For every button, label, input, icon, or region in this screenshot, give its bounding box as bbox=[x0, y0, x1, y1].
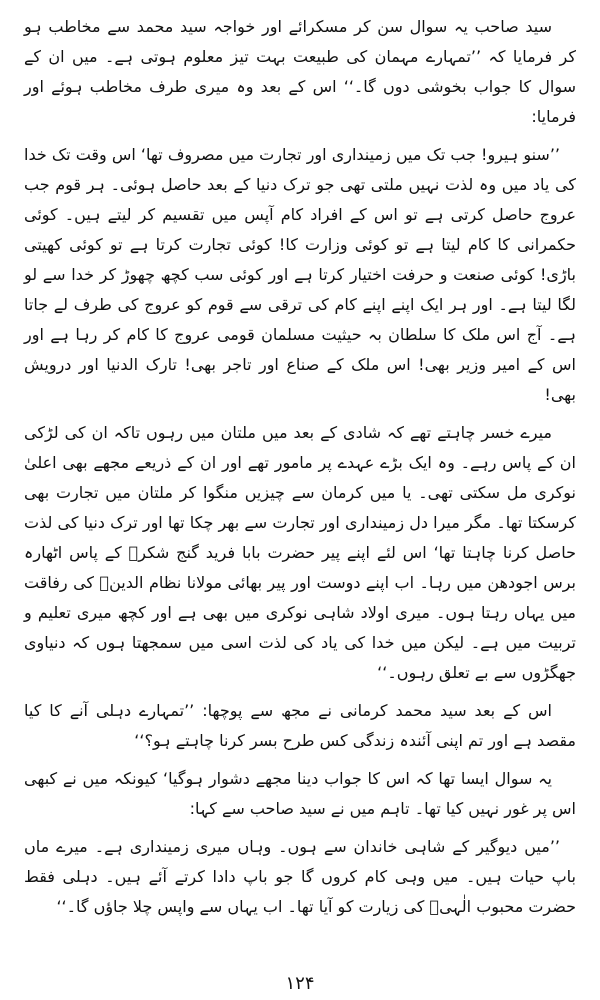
page-body bbox=[24, 12, 576, 922]
page-number: ۱۲۴ bbox=[285, 973, 315, 994]
quoted-paragraph bbox=[24, 140, 576, 410]
paragraph bbox=[24, 418, 576, 688]
paragraph bbox=[24, 764, 576, 824]
paragraph bbox=[24, 696, 576, 756]
paragraph-text: ’’سنو ہیرو! جب تک میں زمینداری اور تجارت میں مصروف تھا‘ اس وقت تک خدا کی یاد میں وہ لذت نہیں ملتی تھی جو ترک دنیا کے بعد حاصل ہوئی۔ ہر قوم جب عروج حاصل کرتی ہے تو اس کے افراد کام آپس میں تقسیم کر لیتے ہیں۔ کوئی حکمرانی کا کام لیتا ہے تو کوئی وزارت کا! کوئی تجارت کرتا ہے تو کوئی کھیتی باڑی! کوئی صنعت و حرفت اختیار کرتا ہے اور کوئی سب کچھ چھوڑ کر خدا سے لو لگا لیتا ہے۔ اور ہر ایک اپنے اپنے کام کی ترقی سے قوم کو عروج کی طرف لے جاتا ہے۔ آج اس ملک کا سلطان بہ حیثیت مسلمان قومی عروج کا کام کر رہا ہے اور اس کے امیر وزیر بھی! اس ملک کے صناع اور تاجر بھی! تارک الدنیا اور درویش بھی! bbox=[24, 145, 576, 404]
paragraph-text: یہ سوال ایسا تھا کہ اس کا جواب دینا مجھے دشوار ہوگیا‘ کیونکہ میں نے کبھی اس پر غور نہیں کیا تھا۔ تاہم میں نے سید صاحب سے کہا: bbox=[24, 769, 576, 818]
paragraph-text: اس کے بعد سید محمد کرمانی نے مجھ سے پوچھا: ’’تمہارے دہلی آنے کا کیا مقصد ہے اور تم اپنی آئندہ زندگی کس طرح بسر کرنا چاہتے ہو؟‘‘ bbox=[24, 701, 576, 750]
paragraph-text: ’’میں دیوگیر کے شاہی خاندان سے ہوں۔ وہاں میری زمینداری ہے۔ میرے ماں باپ حیات ہیں۔ میں وہی کام کروں گا جو باپ دادا کرتے آئے ہیں۔ دہلی فقط حضرت محبوب الٰہیؒ کی زیارت کو آیا تھا۔ اب یہاں سے واپس چلا جاؤں گا۔‘‘ bbox=[24, 837, 576, 916]
paragraph-text: سید صاحب یہ سوال سن کر مسکرائے اور خواجہ سید محمد سے مخاطب ہو کر فرمایا کہ ’’تمہارے مہمان کی طبیعت بہت تیز معلوم ہوتی ہے۔ میں ان کے سوال کا جواب بخوشی دوں گا۔‘‘ اس کے بعد وہ میری طرف مخاطب ہوئے اور فرمایا: bbox=[24, 17, 576, 126]
quoted-paragraph bbox=[24, 832, 576, 922]
paragraph-text: میرے خسر چاہتے تھے کہ شادی کے بعد میں ملتان میں رہوں تاکہ ان کی لڑکی ان کے پاس رہے۔ وہ ایک بڑے عہدے پر مامور تھے اور ان کے ذریعے مجھے بھی اعلیٰ نوکری مل سکتی تھی۔ یا میں کرمان سے چیزیں منگوا کر ملتان میں تجارت بھی کرسکتا تھا۔ مگر میرا دل زمینداری اور تجارت سے بھر چکا تھا اور ترک دنیا کی لذت حاصل کرنا چاہتا تھا‘ اس لئے اپنے پیر حضرت بابا فرید گنج شکرؒ کے پاس اٹھارہ برس اجودھن میں رہا۔ اب اپنے دوست اور پیر بھائی مولانا نظام الدینؒ کی رفاقت میں یہاں رہتا ہوں۔ میری اولاد شاہی نوکری میں بھی ہے اور کچھ میری تعلیم و تربیت میں ہے۔ لیکن میں خدا کی یاد کی لذت اسی میں سمجھتا ہوں کہ دنیاوی جھگڑوں سے بے تعلق رہوں۔‘‘ bbox=[24, 423, 576, 682]
paragraph bbox=[24, 12, 576, 132]
